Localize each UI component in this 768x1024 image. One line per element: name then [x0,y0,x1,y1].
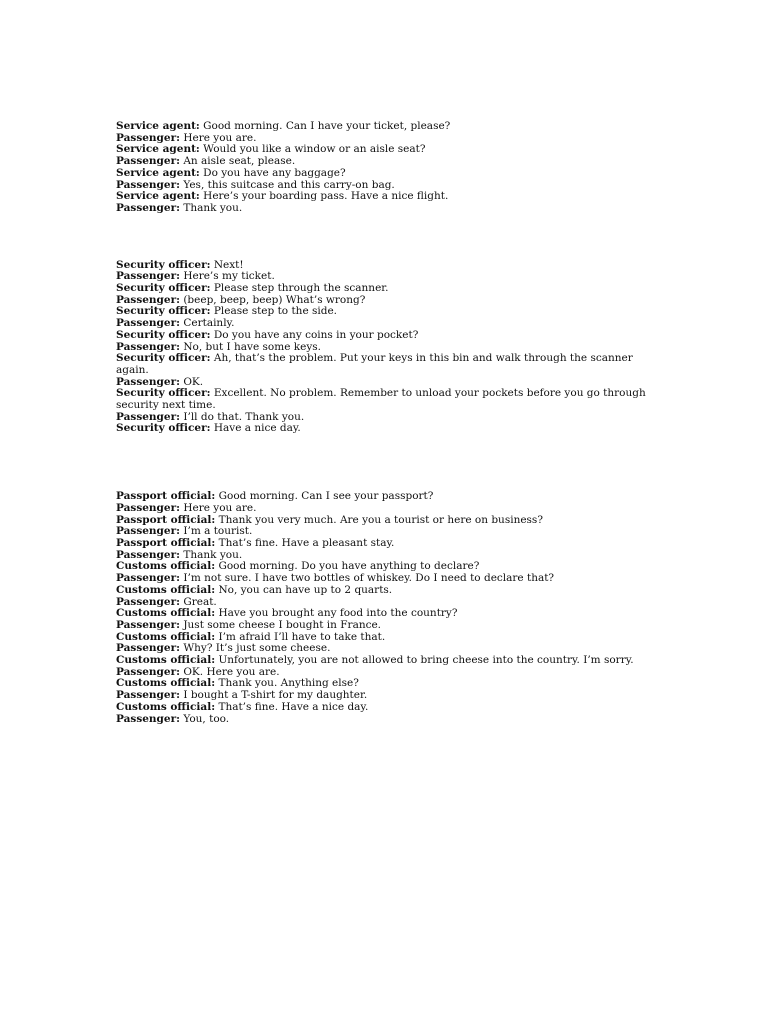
speaker-label: Security officer: [116,328,211,341]
line-text: Ah, that’s the problem. Put your keys in this bin and walk through the scanner again. [116,352,633,376]
speaker-label: Customs official: [116,607,216,620]
speaker-label: Passenger: [116,642,180,655]
speaker-label: Customs official: [116,630,216,643]
speaker-label: Security officer: [116,422,211,435]
line-text: Unfortunately, you are not allowed to bring cheese into the country. I’m sorry. [218,654,634,667]
speaker-label: Passenger: [116,501,180,514]
speaker-label: Passenger: [116,178,180,191]
line-text: Have a nice day. [213,422,301,435]
speaker-label: Passenger: [116,548,180,561]
line-text: An aisle seat, please. [183,155,296,168]
speaker-label: Customs official: [116,560,216,573]
speaker-label: Passenger: [116,317,180,330]
dialogue-line [116,388,646,411]
line-text: Certainly. [183,317,235,330]
line-text: Thank you. Anything else? [218,677,359,690]
speaker-label: Passenger: [116,340,180,353]
line-text: Please step through the scanner. [213,282,389,295]
speaker-label: Passenger: [116,712,180,725]
speaker-label: Passenger: [116,375,180,388]
dialogue-line [116,423,646,435]
speaker-label: Passenger: [116,410,180,423]
passport-customs-dialogue [116,491,646,725]
line-text: Good morning. Can I see your passport? [218,490,434,503]
line-text: I bought a T-shirt for my daughter. [183,689,368,702]
line-text: Great. [183,595,217,608]
speaker-label: Passenger: [116,689,180,702]
speaker-label: Passenger: [116,201,180,214]
line-text: Have you brought any food into the country? [218,607,458,620]
speaker-label: Passport official: [116,490,216,503]
line-text: Excellent. No problem. Remember to unload your pockets before you go through security next time. [116,387,646,412]
line-text: I’ll do that. Thank you. [183,410,305,423]
line-text: Do you have any coins in your pocket? [213,328,419,341]
dialogue-line [116,714,646,726]
security-dialogue [116,260,646,436]
speaker-label: Passenger: [116,293,180,306]
speaker-label: Passport official: [116,513,216,526]
speaker-label: Security officer: [116,387,211,400]
line-text: Just some cheese I bought in France. [183,618,382,631]
line-text: Here you are. [183,501,257,514]
line-text: Yes, this suitcase and this carry-on bag. [183,178,395,191]
speaker-label: Passenger: [116,595,180,608]
line-text: I’m a tourist. [183,525,253,538]
speaker-label: Security officer: [116,352,211,365]
speaker-label: Service agent: [116,120,200,132]
speaker-label: Customs official: [116,583,216,596]
line-text: Here’s my ticket. [183,270,275,283]
line-text: Next! [213,258,244,271]
speaker-label: Security officer: [116,282,211,295]
line-text: That’s fine. Have a nice day. [218,700,369,713]
line-text: (beep, beep, beep) What’s wrong? [183,293,366,306]
dialogue-line [116,353,646,376]
line-text: Thank you. [183,548,243,561]
line-text: You, too. [183,712,230,725]
speaker-label: Security officer: [116,258,211,271]
speaker-label: Passenger: [116,665,180,678]
line-text: Good morning. Do you have anything to declare? [218,560,480,573]
check-in-dialogue [116,121,646,215]
speaker-label: Security officer: [116,305,211,318]
line-text: Do you have any baggage? [203,166,346,179]
line-text: OK. [183,375,204,388]
speaker-label: Service agent: [116,190,200,203]
speaker-label: Passport official: [116,536,216,549]
line-text: Would you like a window or an aisle seat? [203,143,426,156]
line-text: Thank you very much. Are you a tourist or here on business? [218,513,543,526]
dialogue-line [116,203,646,215]
speaker-label: Passenger: [116,131,180,144]
document-page [116,121,646,725]
speaker-label: Passenger: [116,270,180,283]
speaker-label: Service agent: [116,143,200,156]
speaker-label: Passenger: [116,572,180,585]
line-text: Why? It’s just some cheese. [183,642,331,655]
section-spacer [116,215,646,260]
line-text: I’m afraid I’ll have to take that. [218,630,386,643]
line-text: That’s fine. Have a pleasant stay. [218,536,395,549]
speaker-label: Service agent: [116,166,200,179]
speaker-label: Passenger: [116,618,180,631]
speaker-label: Passenger: [116,155,180,168]
speaker-label: Passenger: [116,525,180,538]
section-spacer [116,435,646,491]
line-text: Thank you. [183,201,243,214]
line-text: Please step to the side. [213,305,338,318]
line-text: Here you are. [183,131,257,144]
line-text: Here’s your boarding pass. Have a nice flight. [203,190,449,203]
line-text: No, but I have some keys. [183,340,321,353]
speaker-label: Customs official: [116,700,216,713]
speaker-label: Customs official: [116,677,216,690]
speaker-label: Customs official: [116,654,216,667]
line-text: I’m not sure. I have two bottles of whiskey. Do I need to declare that? [183,572,555,585]
line-text: No, you can have up to 2 quarts. [218,583,393,596]
line-text: Good morning. Can I have your ticket, please? [203,120,451,132]
line-text: OK. Here you are. [183,665,280,678]
